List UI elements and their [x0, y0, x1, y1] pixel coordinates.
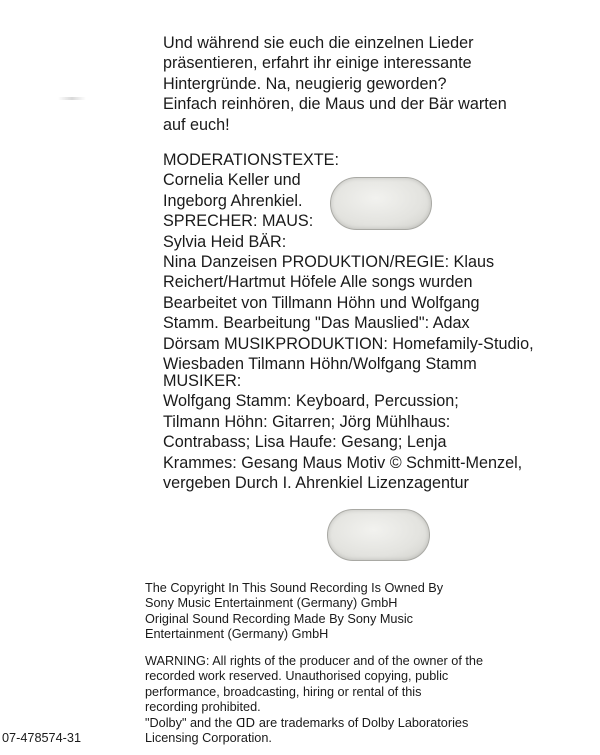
paper-speck	[58, 97, 86, 100]
text-line: Und während sie euch die einzelnen Lieder	[163, 34, 474, 52]
text-line: Krammes: Gesang Maus Motiv © Schmitt-Menzel,	[163, 453, 523, 472]
text-line: vergeben Durch I. Ahrenkiel Lizenzagentur	[163, 474, 469, 493]
intro-paragraph	[163, 33, 573, 135]
text-line: Cornelia Keller und	[163, 171, 301, 190]
text-line: Licensing Corporation.	[145, 731, 272, 746]
cassette-window-pad-top	[330, 177, 432, 230]
warning-notice	[145, 654, 590, 746]
text-line: Ingeborg Ahrenkiel.	[163, 191, 303, 210]
text-line: WARNING: All rights of the producer and of the owner of the	[145, 654, 484, 668]
text-line: The Copyright In This Sound Recording Is Owned By	[145, 581, 444, 595]
text-line: MUSIKER:	[163, 372, 242, 390]
text-line: Stamm. Bearbeitung "Das Mauslied": Adax	[163, 314, 470, 333]
text-line: "Dolby" and the ᗡᗞ are trademarks of Dolby Laboratories	[145, 715, 469, 730]
text-line: Tilmann Höhn: Gitarren; Jörg Mühlhaus:	[163, 412, 451, 431]
text-line: Bearbeitet von Tillmann Höhn und Wolfgang	[163, 293, 480, 312]
catalog-number: 07-478574-31	[2, 731, 82, 745]
text-line: Reichert/Hartmut Höfele Alle songs wurden	[163, 273, 473, 292]
text-line: Wolfgang Stamm: Keyboard, Percussion;	[163, 392, 459, 411]
text-line: recorded work reserved. Unauthorised copying, public	[145, 669, 449, 684]
text-line: Dörsam MUSIKPRODUKTION: Homefamily-Studio,	[163, 334, 534, 353]
copyright-notice	[145, 581, 585, 643]
text-line: performance, broadcasting, hiring or rental of this	[145, 684, 422, 699]
text-line: Entertainment (Germany) GmbH	[145, 627, 329, 642]
text-line: Original Sound Recording Made By Sony Music	[145, 611, 413, 626]
text-line: Einfach reinhören, die Maus und der Bär warten	[163, 95, 507, 114]
text-line: Hintergründe. Na, neugierig geworden?	[163, 74, 447, 93]
text-line: Wiesbaden Tilmann Höhn/Wolfgang Stamm	[163, 355, 477, 374]
text-line: Contrabass; Lisa Haufe: Gesang; Lenja	[163, 433, 447, 452]
text-line: MODERATIONSTEXTE:	[163, 151, 339, 169]
text-line: Nina Danzeisen PRODUKTION/REGIE: Klaus	[163, 253, 495, 272]
musicians-paragraph	[163, 371, 583, 493]
text-line: Sylvia Heid BÄR:	[163, 232, 287, 251]
text-line: auf euch!	[163, 115, 230, 134]
text-line: recording prohibited.	[145, 700, 261, 715]
text-line: Sony Music Entertainment (Germany) GmbH	[145, 596, 398, 611]
text-line: präsentieren, erfahrt ihr einige interessante	[163, 54, 472, 73]
text-line: SPRECHER: MAUS:	[163, 212, 314, 231]
cassette-window-pad-bottom	[327, 509, 430, 561]
